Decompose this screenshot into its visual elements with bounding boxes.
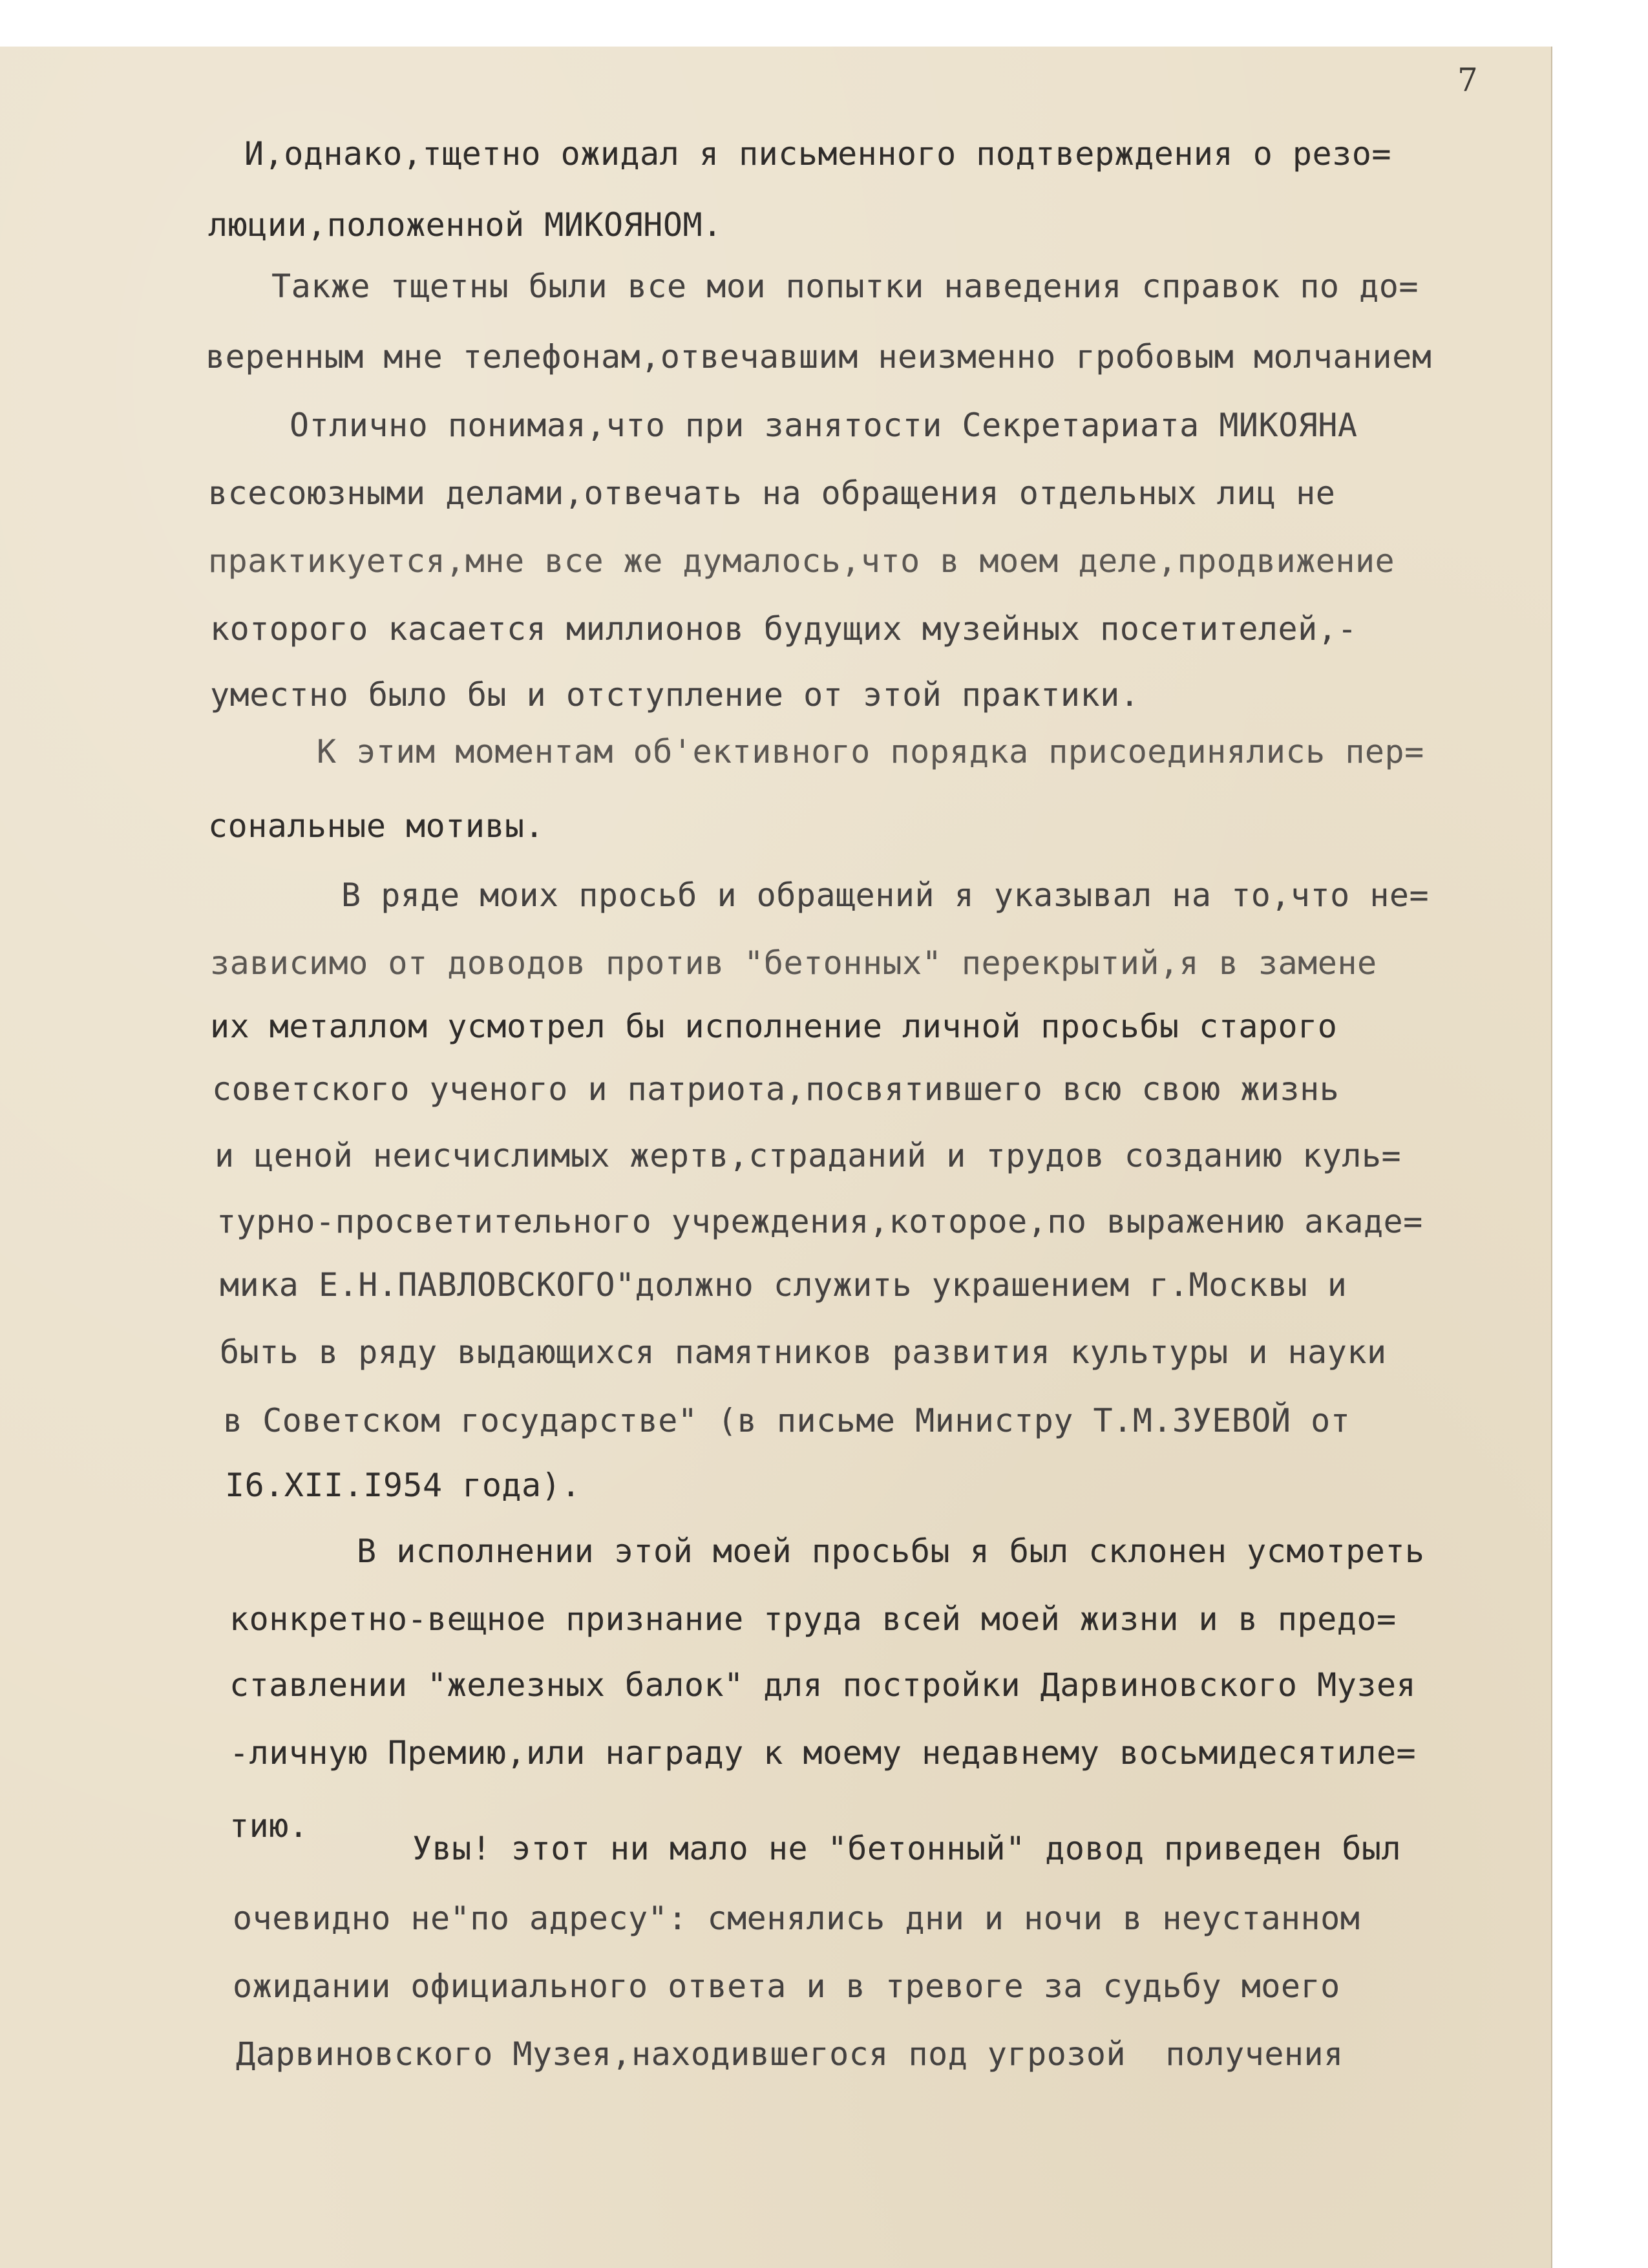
text-line: сональные мотивы. [208, 807, 545, 845]
text-line: очевидно не"по адресу": сменялись дни и ночи в неустанном [233, 1900, 1360, 1937]
text-line: Увы! этот ни мало не "бетонный" довод приведен был [412, 1830, 1402, 1867]
text-line: зависимо от доводов против "бетонных" перекрытий,я в замене [210, 944, 1377, 982]
text-line: уместно было бы и отступление от этой практики. [210, 676, 1140, 714]
text-line: Отлично понимая,что при занятости Секретариата МИКОЯНА [290, 407, 1358, 444]
text-line: в Советском государстве" (в письме Министру Т.М.ЗУЕВОЙ от [223, 1402, 1351, 1439]
text-line: веренным мне телефонам,отвечавшим неизменно гробовым молчанием [206, 338, 1432, 376]
text-line: практикуется,мне все же думалось,что в моем деле,продвижение [208, 542, 1395, 580]
text-line: советского ученого и патриота,посвятившего всю свою жизнь [212, 1070, 1340, 1108]
text-line: В исполнении этой моей просьбы я был склонен усмотреть [357, 1532, 1425, 1570]
text-line: и ценой неисчислимых жертв,страданий и трудов созданию куль= [215, 1137, 1402, 1174]
text-line: которого касается миллионов будущих музейных посетителей,- [210, 610, 1357, 648]
text-line: Также тщетны были все мои попытки наведения справок по до= [271, 268, 1419, 305]
text-line: быть в ряду выдающихся памятников развития культуры и науки [220, 1333, 1387, 1371]
text-line: В ряде моих просьб и обращений я указывал на то,что не= [341, 876, 1430, 914]
text-line: I6.XII.I954 года). [225, 1467, 581, 1504]
page-number: 7 [1457, 61, 1478, 99]
text-line: всесоюзными делами,отвечать на обращения отдельных лиц не [208, 474, 1336, 512]
text-line: конкретно-вещное признание труда всей моей жизни и в предо= [229, 1600, 1397, 1638]
text-line: -личную Премию,или награду к моему недавнему восьмидесятиле= [229, 1734, 1417, 1772]
text-line: мика Е.Н.ПАВЛОВСКОГО"должно служить украшением г.Москвы и [220, 1266, 1347, 1304]
text-line: ожидании официального ответа и в тревоге за судьбу моего [233, 1967, 1340, 2005]
text-line: турно-просветительного учреждения,которое,по выражению акаде= [217, 1203, 1423, 1240]
text-line: Дарвиновского Музея,находившегося под угрозой получения [236, 2035, 1344, 2073]
text-line: тию. [229, 1807, 309, 1845]
text-line: ставлении "железных балок" для постройки Дарвиновского Музея [229, 1666, 1417, 1704]
text-line: К этим моментам об'ективного порядка присоединялись пер= [317, 733, 1424, 770]
text-line: их металлом усмотрел бы исполнение личной просьбы старого [210, 1008, 1338, 1045]
text-line: И,однако,тщетно ожидал я письменного подтверждения о резо= [244, 135, 1391, 173]
text-line: люции,положенной МИКОЯНОМ. [208, 206, 723, 244]
